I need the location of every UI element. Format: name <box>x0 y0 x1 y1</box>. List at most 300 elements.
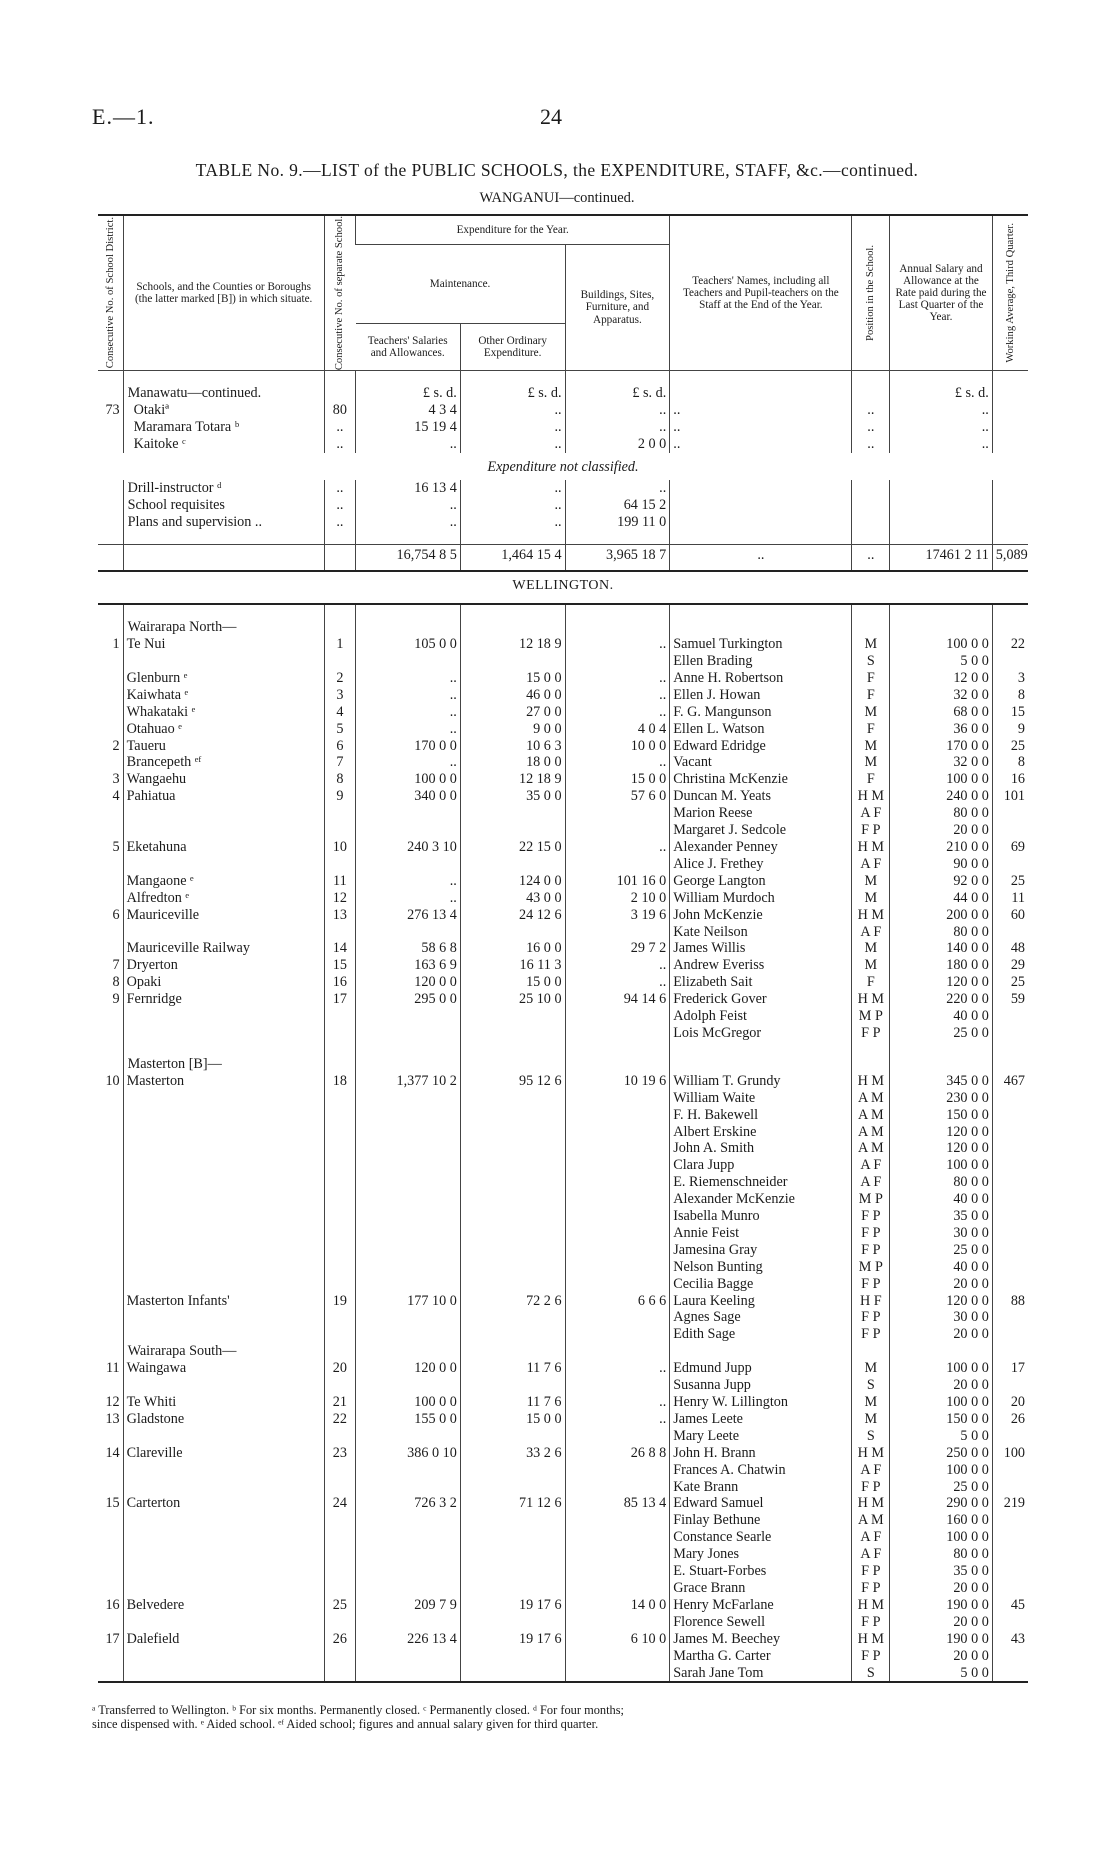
district-number <box>98 514 123 531</box>
district-number <box>98 890 123 907</box>
other-expenditure-value: .. <box>460 402 565 419</box>
teacher-name: Vacant <box>670 754 852 771</box>
school-name <box>123 1614 324 1631</box>
district-label-row <box>98 1056 1028 1073</box>
position-code: F <box>852 721 890 738</box>
position-code <box>852 480 890 497</box>
other-expenditure-value: 95 12 6 <box>460 1073 565 1090</box>
school-name: Gladstone <box>123 1411 324 1428</box>
school-number <box>324 1124 355 1141</box>
salaries-value <box>356 1276 461 1293</box>
position-code: H F <box>852 1293 890 1310</box>
other-expenditure-value <box>460 1107 565 1124</box>
position-code: M <box>852 873 890 890</box>
district-number <box>98 1648 123 1665</box>
salaries-value: 120 0 0 <box>356 974 461 991</box>
position-code: F P <box>852 1025 890 1042</box>
teacher-name: Henry W. Lillington <box>670 1394 852 1411</box>
annual-salary: 120 0 0 <box>890 1293 993 1310</box>
school-name <box>123 1191 324 1208</box>
table-row <box>98 1174 1028 1191</box>
annual-salary: 30 0 0 <box>890 1225 993 1242</box>
school-name <box>123 1309 324 1326</box>
position-code: M <box>852 890 890 907</box>
annual-salary: 30 0 0 <box>890 1309 993 1326</box>
district-number <box>98 497 123 514</box>
school-name: Otakiª <box>123 402 324 419</box>
other-expenditure-value <box>460 1242 565 1259</box>
district-number: 14 <box>105 1444 120 1461</box>
school-name <box>123 545 324 571</box>
lsd-label: £ s. d. <box>356 385 461 402</box>
annual-salary: 12 0 0 <box>890 670 993 687</box>
position-code: M <box>852 1394 890 1411</box>
school-number: 14 <box>324 940 355 957</box>
buildings-value: .. <box>565 839 670 856</box>
school-name: Eketahuna <box>123 839 324 856</box>
teacher-name: Kate Neilson <box>670 924 852 941</box>
buildings-value: .. <box>565 480 670 497</box>
school-name <box>123 1140 324 1157</box>
school-name: Masterton [B]— <box>123 1056 324 1073</box>
position-code: A F <box>852 1529 890 1546</box>
working-average <box>992 1563 1028 1580</box>
other-expenditure-value <box>460 822 565 839</box>
annual-salary: .. <box>890 402 993 419</box>
annual-salary: 140 0 0 <box>890 940 993 957</box>
district-number: 6 <box>112 906 120 923</box>
annual-salary: .. <box>890 419 993 436</box>
buildings-value <box>565 1309 670 1326</box>
school-number: 4 <box>324 704 355 721</box>
annual-salary: 100 0 0 <box>890 1360 993 1377</box>
other-expenditure-value: .. <box>460 514 565 531</box>
position-code: M <box>852 754 890 771</box>
salaries-value <box>356 1462 461 1479</box>
teacher-name: Frances A. Chatwin <box>670 1462 852 1479</box>
table-row <box>98 704 1028 721</box>
salaries-value: 295 0 0 <box>356 991 461 1008</box>
position-code: F <box>852 974 890 991</box>
other-expenditure-value <box>460 1563 565 1580</box>
salaries-value: 155 0 0 <box>356 1411 461 1428</box>
teacher-name: Agnes Sage <box>670 1309 852 1326</box>
other-expenditure-value <box>460 1191 565 1208</box>
teacher-name: Duncan M. Yeats <box>670 788 852 805</box>
salaries-value <box>356 1665 461 1683</box>
school-name: Otahuao ᵉ <box>123 721 324 738</box>
table-row <box>98 890 1028 907</box>
table-row <box>98 497 1028 514</box>
table-row <box>98 1462 1028 1479</box>
position-code: F P <box>852 1326 890 1343</box>
district-number: 1 <box>112 636 120 653</box>
teacher-name: Martha G. Carter <box>670 1648 852 1665</box>
position-code: H M <box>852 1445 890 1462</box>
position-code: A F <box>852 1546 890 1563</box>
salaries-value: 100 0 0 <box>356 1394 461 1411</box>
district-number: 13 <box>105 1410 120 1427</box>
district-number <box>98 670 123 687</box>
school-number <box>324 1563 355 1580</box>
teacher-name: Adolph Feist <box>670 1008 852 1025</box>
table-row <box>98 1631 1028 1648</box>
working-average <box>992 514 1028 531</box>
school-number <box>324 1242 355 1259</box>
buildings-value: 199 11 0 <box>565 514 670 531</box>
school-name <box>123 1276 324 1293</box>
district-number <box>98 1614 123 1631</box>
buildings-value <box>565 1276 670 1293</box>
school-number <box>324 856 355 873</box>
annual-salary: 5 0 0 <box>890 1428 993 1445</box>
school-name: Drill-instructor ᵈ <box>123 480 324 497</box>
annual-salary: 100 0 0 <box>890 771 993 788</box>
school-number <box>324 805 355 822</box>
working-average: 88 <box>992 1293 1028 1310</box>
other-expenditure-value: 19 17 6 <box>460 1597 565 1614</box>
salaries-value <box>356 1326 461 1343</box>
district-number <box>98 1546 123 1563</box>
other-expenditure-value <box>460 856 565 873</box>
school-name: Taueru <box>123 738 324 755</box>
working-average <box>992 805 1028 822</box>
salaries-value: 15 19 4 <box>356 419 461 436</box>
teacher-name: George Langton <box>670 873 852 890</box>
school-number <box>324 1225 355 1242</box>
school-number <box>324 822 355 839</box>
table-row <box>98 805 1028 822</box>
school-number <box>324 1428 355 1445</box>
buildings-value <box>565 1174 670 1191</box>
table-row <box>98 822 1028 839</box>
school-number <box>324 1648 355 1665</box>
table-row <box>98 480 1028 497</box>
buildings-value: 14 0 0 <box>565 1597 670 1614</box>
working-average: 219 <box>992 1495 1028 1512</box>
salaries-value: .. <box>356 873 461 890</box>
other-expenditure-value <box>460 1056 565 1073</box>
table-row <box>98 1614 1028 1631</box>
salaries-value <box>356 1614 461 1631</box>
teacher-name: Grace Brann <box>670 1580 852 1597</box>
position-code: F P <box>852 1614 890 1631</box>
annual-salary: 32 0 0 <box>890 687 993 704</box>
annual-salary: 150 0 0 <box>890 1411 993 1428</box>
buildings-value <box>565 1157 670 1174</box>
school-name: Brancepeth ᵉᶠ <box>123 754 324 771</box>
buildings-value <box>565 1529 670 1546</box>
district-number <box>98 940 123 957</box>
salaries-value: 1,377 10 2 <box>356 1073 461 1090</box>
district-number <box>98 1090 123 1107</box>
salaries-value <box>356 1648 461 1665</box>
buildings-value: 94 14 6 <box>565 991 670 1008</box>
school-number <box>324 1025 355 1042</box>
annual-salary: 92 0 0 <box>890 873 993 890</box>
annual-salary: 20 0 0 <box>890 1580 993 1597</box>
position-code: M P <box>852 1191 890 1208</box>
school-name <box>123 1326 324 1343</box>
school-name <box>123 1157 324 1174</box>
school-name <box>123 1025 324 1042</box>
buildings-value <box>565 1665 670 1683</box>
position-code: F P <box>852 1580 890 1597</box>
position-code: H M <box>852 1495 890 1512</box>
teacher-name: Christina McKenzie <box>670 771 852 788</box>
footnote-line-2: since dispensed with. ᵉ Aided school. ᵉᶠ Aided school; figures and annual salary given for third quarter. <box>92 1717 599 1731</box>
annual-salary: 220 0 0 <box>890 991 993 1008</box>
position-code: H M <box>852 1631 890 1648</box>
school-name: Masterton <box>123 1073 324 1090</box>
working-average <box>992 1242 1028 1259</box>
table-row <box>98 1124 1028 1141</box>
school-name: Fernridge <box>123 991 324 1008</box>
total-salaries: 16,754 8 5 <box>356 545 461 571</box>
district-label-row <box>98 1343 1028 1360</box>
other-expenditure-value <box>460 1479 565 1496</box>
buildings-value: 29 7 2 <box>565 940 670 957</box>
other-expenditure-value <box>460 1124 565 1141</box>
lsd-label: £ s. d. <box>460 385 565 402</box>
salaries-value <box>356 924 461 941</box>
school-number: 19 <box>324 1293 355 1310</box>
district-number <box>98 1580 123 1597</box>
salaries-value: 120 0 0 <box>356 1360 461 1377</box>
table-row <box>98 1580 1028 1597</box>
table-row <box>98 771 1028 788</box>
school-number <box>324 1512 355 1529</box>
school-number: 20 <box>324 1360 355 1377</box>
salaries-value: .. <box>356 436 461 453</box>
position-code: M <box>852 1360 890 1377</box>
working-average <box>992 1428 1028 1445</box>
salaries-value: 226 13 4 <box>356 1631 461 1648</box>
salaries-value <box>356 1025 461 1042</box>
teacher-name <box>670 514 852 531</box>
district-number: 4 <box>112 788 120 805</box>
other-expenditure-value <box>460 805 565 822</box>
teacher-name: Alexander McKenzie <box>670 1191 852 1208</box>
district-label-row <box>98 385 1028 402</box>
buildings-value <box>565 1208 670 1225</box>
working-average <box>992 1090 1028 1107</box>
working-average: 467 <box>992 1073 1028 1090</box>
other-expenditure-value: .. <box>460 436 565 453</box>
other-expenditure-value <box>460 1225 565 1242</box>
district-number: 17 <box>105 1630 120 1647</box>
district-number: 5 <box>112 839 120 856</box>
teacher-name: Annie Feist <box>670 1225 852 1242</box>
buildings-value: .. <box>565 974 670 991</box>
position-code: M P <box>852 1008 890 1025</box>
school-name: Mauriceville <box>123 907 324 924</box>
working-average: 43 <box>992 1631 1028 1648</box>
school-number: 7 <box>324 754 355 771</box>
annual-salary: 35 0 0 <box>890 1563 993 1580</box>
district-number <box>98 754 123 771</box>
table-row <box>98 1360 1028 1377</box>
district-number <box>98 545 123 571</box>
buildings-value: 6 10 0 <box>565 1631 670 1648</box>
teacher-name: Kate Brann <box>670 1479 852 1496</box>
district-number <box>98 1377 123 1394</box>
buildings-value: 64 15 2 <box>565 497 670 514</box>
table-row <box>98 1090 1028 1107</box>
table-row <box>98 1025 1028 1042</box>
annual-salary <box>890 1343 993 1360</box>
teacher-name: William T. Grundy <box>670 1073 852 1090</box>
other-expenditure-value: 12 18 9 <box>460 771 565 788</box>
school-number: 21 <box>324 1394 355 1411</box>
annual-salary: 20 0 0 <box>890 1648 993 1665</box>
annual-salary: 100 0 0 <box>890 1394 993 1411</box>
district-number: 15 <box>105 1495 120 1512</box>
school-name: Pahiatua <box>123 788 324 805</box>
other-expenditure-value <box>460 1377 565 1394</box>
total-position: .. <box>852 545 890 571</box>
district-number <box>98 1512 123 1529</box>
other-expenditure-value: .. <box>460 419 565 436</box>
col-average-header: Working Average, Third Quarter. <box>992 215 1028 371</box>
working-average: 48 <box>992 940 1028 957</box>
salaries-value <box>356 1546 461 1563</box>
district-number <box>98 385 123 402</box>
district-number <box>98 1107 123 1124</box>
annual-salary <box>890 497 993 514</box>
salaries-value <box>356 1208 461 1225</box>
salaries-value: 16 13 4 <box>356 480 461 497</box>
other-expenditure-value: 18 0 0 <box>460 754 565 771</box>
teacher-name: Edward Edridge <box>670 738 852 755</box>
school-number: 15 <box>324 957 355 974</box>
district-number <box>98 1309 123 1326</box>
salaries-value <box>356 1090 461 1107</box>
annual-salary: 160 0 0 <box>890 1512 993 1529</box>
annual-salary: 190 0 0 <box>890 1631 993 1648</box>
table-row <box>98 907 1028 924</box>
annual-salary: 20 0 0 <box>890 1614 993 1631</box>
school-number: 3 <box>324 687 355 704</box>
buildings-value <box>565 1580 670 1597</box>
working-average: 101 <box>992 788 1028 805</box>
salaries-value <box>356 1309 461 1326</box>
school-number <box>324 1107 355 1124</box>
col-separate-header: Consecutive No. of separate School. <box>324 215 355 371</box>
total-teachers: .. <box>670 545 852 571</box>
other-expenditure-value <box>460 1529 565 1546</box>
position-code: F P <box>852 1242 890 1259</box>
school-name <box>123 822 324 839</box>
buildings-value: 57 6 0 <box>565 788 670 805</box>
other-expenditure-value <box>460 1546 565 1563</box>
buildings-value <box>565 1008 670 1025</box>
annual-salary: 40 0 0 <box>890 1008 993 1025</box>
position-code: M <box>852 704 890 721</box>
footnotes <box>92 1703 1022 1731</box>
table-row <box>98 687 1028 704</box>
position-code: M <box>852 957 890 974</box>
school-name <box>123 1259 324 1276</box>
table-row <box>98 1512 1028 1529</box>
salaries-value: 4 3 4 <box>356 402 461 419</box>
annual-salary: 35 0 0 <box>890 1208 993 1225</box>
teacher-name: Ellen J. Howan <box>670 687 852 704</box>
annual-salary: 25 0 0 <box>890 1242 993 1259</box>
working-average <box>992 497 1028 514</box>
salaries-value <box>356 1140 461 1157</box>
teacher-name: E. Stuart-Forbes <box>670 1563 852 1580</box>
working-average <box>992 1157 1028 1174</box>
position-code: A M <box>852 1512 890 1529</box>
annual-salary: 40 0 0 <box>890 1259 993 1276</box>
buildings-value <box>565 1124 670 1141</box>
district-number <box>98 480 123 497</box>
table-row <box>98 419 1028 436</box>
annual-salary: 290 0 0 <box>890 1495 993 1512</box>
school-number: 22 <box>324 1411 355 1428</box>
school-number: .. <box>324 497 355 514</box>
annual-salary: 80 0 0 <box>890 924 993 941</box>
table-row <box>98 974 1028 991</box>
working-average <box>992 1614 1028 1631</box>
school-number <box>324 1309 355 1326</box>
other-expenditure-value <box>460 1512 565 1529</box>
school-name: Mangaone ᵉ <box>123 873 324 890</box>
district-number: 10 <box>105 1072 120 1089</box>
buildings-value <box>565 1614 670 1631</box>
teacher-name: Cecilia Bagge <box>670 1276 852 1293</box>
buildings-value: 10 0 0 <box>565 738 670 755</box>
teacher-name: Susanna Jupp <box>670 1377 852 1394</box>
district-number <box>98 1056 123 1073</box>
teacher-name: Samuel Turkington <box>670 636 852 653</box>
school-name <box>123 1428 324 1445</box>
school-name: Maramara Totara ᵇ <box>123 419 324 436</box>
buildings-value <box>565 653 670 670</box>
page-number: 24 <box>540 104 562 129</box>
table-row <box>98 402 1028 419</box>
teacher-name: William Murdoch <box>670 890 852 907</box>
teacher-name: Albert Erskine <box>670 1124 852 1141</box>
salaries-value: .. <box>356 687 461 704</box>
position-code: A M <box>852 1107 890 1124</box>
working-average <box>992 924 1028 941</box>
col-schools-header: Schools, and the Counties or Boroughs (the latter marked [B]) in which situate. <box>123 215 324 371</box>
school-name <box>123 1208 324 1225</box>
lsd-label: £ s. d. <box>890 385 993 402</box>
working-average: 45 <box>992 1597 1028 1614</box>
school-name <box>123 1107 324 1124</box>
buildings-value: .. <box>565 957 670 974</box>
col-position-header: Position in the School. <box>852 215 890 371</box>
school-number <box>324 1614 355 1631</box>
table-row <box>98 1293 1028 1310</box>
annual-salary: 25 0 0 <box>890 1479 993 1496</box>
table-row <box>98 1563 1028 1580</box>
total-other: 1,464 15 4 <box>460 545 565 571</box>
other-expenditure-value <box>460 1140 565 1157</box>
teacher-name: Jamesina Gray <box>670 1242 852 1259</box>
school-name <box>123 1546 324 1563</box>
school-number <box>324 1157 355 1174</box>
position-code: H M <box>852 839 890 856</box>
buildings-value: .. <box>565 1360 670 1377</box>
school-name: Waingawa <box>123 1360 324 1377</box>
teacher-name: Finlay Bethune <box>670 1512 852 1529</box>
other-expenditure-value <box>460 1428 565 1445</box>
table-row <box>98 721 1028 738</box>
